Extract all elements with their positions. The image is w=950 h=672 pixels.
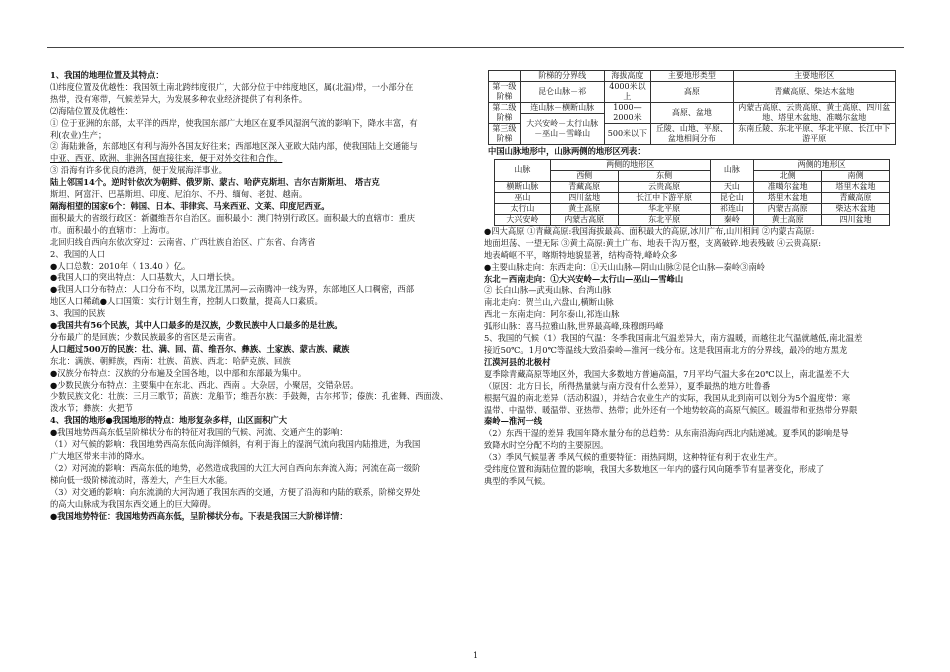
text-line: 典型的季风气候。 [484, 475, 551, 486]
text-line: 斯坦、阿富汗、巴基斯坦、印度、尼泊尔、不丹、缅甸、老挝、越南。 [50, 189, 308, 200]
page-number: 1 [473, 651, 479, 660]
table-header: 南侧 [822, 170, 890, 181]
text-line: 江漠河县的北极村 [484, 356, 551, 367]
text-line: 温带、中温带、暖温带、亚热带、热带；此外还有一个地势较高的高原气候区。暖温带和亚热带分界限 [484, 404, 858, 415]
table-header: 阶梯的分界线 [520, 71, 604, 82]
table-cell: 大兴安岭 [495, 214, 551, 225]
mountain-table-title: 中国山脉地形中，山脉两侧的地形区列表： [488, 146, 646, 156]
table-header: 山脉 [710, 159, 754, 181]
table-cell: 横断山脉 [495, 181, 551, 192]
heading-ethnic: 3、我国的民族 [50, 308, 106, 319]
table-header: 主要地形区 [733, 71, 895, 82]
text-line: 秦岭—淮河一线 [484, 416, 543, 427]
text-line: 南北走向：贺兰山,六盘山,横断山脉 [484, 297, 614, 308]
text-line: 地区人口稀疏●人口国策：实行计划生育，控制人口数量，提高人口素质。 [50, 296, 323, 307]
heading-population: 2、我国的人口 [50, 248, 106, 259]
table-cell: 天山 [710, 181, 754, 192]
table-cell: 大兴安岭－太行山脉－巫山－雪峰山 [520, 114, 604, 145]
table-cell: 巫山 [495, 192, 551, 203]
text-line: 利(农业)生产； [50, 129, 107, 140]
table-cell: 太行山 [495, 203, 551, 214]
text-line: ●我国地势特征：我国地势西高东低，呈阶梯状分布。下表是我国三大阶梯详情： [50, 510, 348, 521]
table-header-row [495, 159, 890, 170]
table-row [489, 103, 896, 114]
text-line: ⑴纬度位置及优越性：我国领土南北跨纬度很广，大部分位于中纬度地区，属(北温)带，一小部分在 [50, 81, 414, 92]
text-line: ●汉族分布特点：汉族的分布遍及全国各地，以中部和东部最为集中。 [50, 367, 307, 378]
table-cell: 青藏高原 [550, 181, 618, 192]
table-cell: 四川盆地 [550, 192, 618, 203]
table-cell: 内蒙古高原、云贵高原、黄土高原、四川盆地、塔里木盆地、准噶尔盆地 [733, 103, 895, 124]
table-cell: 东南丘陵、东北平原、华北平原、长江中下游平原 [733, 124, 895, 145]
table-header: 两侧的地形区 [550, 159, 710, 170]
table-header: 主要地形类型 [651, 71, 733, 82]
text-line: ●人口总数：2010年（ 13.40 ）亿。 [50, 260, 191, 271]
table-cell: 连山脉－横断山脉 [520, 103, 604, 114]
table-cell: 黄土高原 [550, 203, 618, 214]
table-cell: 东北平原 [618, 214, 710, 225]
text-line: 中亚、西亚、欧洲、非洲各国直接往来，便于对外交往和合作。 [50, 153, 283, 164]
text-line: （2）对河流的影响：西高东低的地势，必然造成我国的大江大河自西向东奔流入海；河流在高一级阶 [50, 462, 421, 473]
table-cell: 塔里木盆地 [822, 181, 890, 192]
table-cell: 高原 [651, 82, 733, 103]
table-header-row [489, 71, 896, 82]
table-cell: 黄土高原 [754, 214, 822, 225]
table-header: 山脉 [495, 159, 551, 181]
table-cell: 高原、盆地 [651, 103, 733, 124]
table-cell: 内蒙古高原 [550, 214, 618, 225]
text-line: ●我国人口分布特点：人口分布不均，以黑龙江黑河—云南腾冲一线为界，东部地区人口稠密，西部 [50, 284, 415, 295]
table-row [495, 181, 890, 192]
table-header: 海拔高度 [604, 71, 651, 82]
table-header: 东侧 [618, 170, 710, 181]
text-line: 分布最广的是回族；少数民族最多的省区是云南省。 [50, 331, 241, 342]
table-cell: 准噶尔盆地 [754, 181, 822, 192]
text-line: ② 海陆兼备，东部地区有利与海外各国友好往来；西部地区深入亚欧大陆内部，使我国陆上交通能与 [50, 141, 418, 152]
table-row [489, 82, 896, 103]
table-cell: 青藏高原 [822, 192, 890, 203]
table-header: 北侧 [754, 170, 822, 181]
text-line: 少数民族文化：壮族：三月三歌节；苗族：龙船节；维吾尔族：手鼓舞，古尔邦节；傣族：孔雀舞、西面泼、 [50, 391, 449, 402]
table-cell: 青藏高原、柴达木盆地 [733, 82, 895, 103]
text-line: 面积最大的省级行政区：新疆维吾尔自治区。面积最小：澳门特别行政区。面积最大的直辖市：重庆 [50, 212, 416, 223]
text-line: 北回归线自西向东依次穿过：云南省、广西壮族自治区、广东省、台湾省 [50, 236, 316, 247]
text-line: 隔海相望的国家6个：韩国、日本、菲律宾、马来西亚、文莱、印度尼西亚。 [50, 200, 330, 211]
text-line: ●我国共有56个民族，其中人口最多的是汉族，少数民族中人口最多的是壮族。 [50, 320, 343, 331]
terrain-steps-table [488, 70, 896, 145]
text-line: 陆上邻国14个。逆时针依次为朝鲜、俄罗斯、蒙古、哈萨克斯坦、吉尔吉斯斯坦、 塔吉克 [50, 177, 380, 188]
table-cell [489, 71, 521, 82]
table-cell: 昆仑山脉－祁 [520, 82, 604, 103]
text-line: （1）对气候的影响：我国地势西高东低向海洋倾斜，有利于海上的湿润气流向我国内陆推进，为我国 [50, 439, 421, 450]
text-line: 5、我国的气候（1）我国的气温：冬季我国南北气温差异大，南方温暖，而越往北气温就越低,南北温差 [484, 333, 863, 344]
text-line: 市。面积最小的直辖市：上海市。 [50, 224, 175, 235]
text-line: 人口超过500万的民族：壮、满、回、苗、维吾尔、彝族、土家族、蒙古族、藏族 [50, 343, 350, 354]
table-cell: 1000—2000米 [604, 103, 651, 124]
text-line: ●少数民族分布特点：主要集中在东北、西北、西南 。大杂居，小聚居，交错杂居。 [50, 379, 359, 390]
table-cell: 柴达木盆地 [822, 203, 890, 214]
text-line: 梯向低一级阶梯流动时，落差大，产生巨大水能。 [50, 474, 233, 485]
header-rule [47, 47, 904, 48]
text-line: 热带，没有寒带，气候差异大，为发展多种农业经济提供了有利条件。 [50, 93, 308, 104]
table-cell: 秦岭 [710, 214, 754, 225]
table-row [495, 192, 890, 203]
left-column [50, 70, 478, 522]
table-cell: 内蒙古高原 [754, 203, 822, 214]
text-line: 夏季除青藏高原等地区外，我国大多数地方普遍高温，7月平均气温大多在20℃以上，南北温差不大 [484, 368, 850, 379]
text-line: ② 长白山脉—武夷山脉、台湾山脉 [484, 285, 612, 296]
table-cell: 丘陵、山地、平原、盆地相间分布 [651, 124, 733, 145]
table-cell: 云贵高原 [618, 181, 710, 192]
text-line: 西北－东南走向：阿尔泰山,祁连山脉 [484, 309, 620, 320]
text-line: ●四大高原 ①青藏高原:我国海拔最高、面积最大的高原,冰川广布,山川相间 ②内蒙古高原: [484, 225, 815, 236]
table-header: 两侧的地形区 [754, 159, 890, 170]
text-line: 地面坦荡、一望无际 ③黄土高原:黄土广布、地表千沟万壑，支离破碎.地表残破 ④云贵高原: [484, 237, 822, 248]
text-line: ③ 沿海有许多优良的港湾，便于发展海洋事业。 [50, 165, 227, 176]
table-cell: 华北平原 [618, 203, 710, 214]
table-header: 西侧 [550, 170, 618, 181]
table-cell: 塔里木盆地 [754, 192, 822, 203]
text-line: 东北－西南走向：①大兴安岭—太行山—巫山—雪峰山 [484, 273, 684, 284]
text-line: （3）对交通的影响：向东流淌的大河沟通了我国东西的交通，方便了沿海和内陆的联系，阶梯交界处 [50, 486, 421, 497]
table-header-row [495, 170, 890, 181]
heading-terrain: 4、我国的地形●我国地形的特点：地形复杂多样，山区面积广大 [50, 415, 288, 426]
table-cell: 第一级阶梯 [489, 82, 521, 103]
table-cell: 祁连山 [710, 203, 754, 214]
text-line: ●我国地势西高东低呈阶梯状分布的特征对我国的气候、河流、交通产生的影响： [50, 427, 348, 438]
table-row [495, 203, 890, 214]
table-cell: 第三级阶梯 [489, 124, 521, 145]
text-line: 泼水节；彝族：火把节 [50, 403, 133, 414]
text-line: 致降水时空分配不均的主要原因。 [484, 440, 609, 451]
table-row [495, 214, 890, 225]
text-line: ●我国人口的突出特点：人口基数大，人口增长快。 [50, 272, 240, 283]
text-line: ⑵海陆位置及优越性： [50, 105, 133, 116]
text-line: 东北：满族、朝鲜族，西南：壮族、苗族、西北：哈萨克族、回族 [50, 355, 291, 366]
text-line: 弧形山脉：喜马拉雅山脉,世界最高峰,珠穆朗玛峰 [484, 321, 664, 332]
text-line: ●主要山脉走向：东西走向：①天山山脉—阴山山脉②昆仑山脉—秦岭③南岭 [484, 261, 766, 272]
table-cell: 昆仑山 [710, 192, 754, 203]
text-line: （原因：北方日长，所得热量就与南方没有什么差异），夏季最热的地方吐鲁番 [484, 380, 771, 391]
mountain-sides-table [494, 159, 890, 226]
text-line: 受纬度位置和海陆位置的影响，我国大多数地区一年内的盛行风向随季节有显著变化，形成了 [484, 464, 825, 475]
right-column [484, 70, 908, 488]
text-line: 的高大山脉成为我国东西交通上的巨大障碍。 [50, 498, 216, 509]
heading-location: 1、我国的地理位置及其特点： [50, 70, 164, 80]
text-line: （2）东西干湿的差异 我国年降水量分布的总趋势：从东南沿海向西北内陆递减。夏季风的影响是导 [484, 428, 849, 439]
text-line: 广大地区带来丰沛的降水。 [50, 451, 150, 461]
text-line: 根据气温的南北差异（活动积温），并结合农业生产的实际，我国从北到南可以划分为5个温度带：寒 [484, 392, 851, 403]
text-line: 接近50℃。1月0℃等温线大致沿秦岭—淮河一线分布。这是我国南北方的分界线，最冷的地方黑龙 [484, 344, 848, 355]
table-cell: 长江中下游平原 [618, 192, 710, 203]
table-cell: 四川盆地 [822, 214, 890, 225]
text-line: （3）季风气候显著 季风气候的重要特征：雨热同期，这种特征有利于农业生产。 [484, 452, 783, 463]
table-cell: 第二级阶梯 [489, 103, 521, 124]
table-cell: 4000米以上 [604, 82, 651, 103]
text-line: 地表崎岖不平，喀斯特地貌显著，结构奇特,峰岭众多 [484, 249, 678, 260]
table-cell: 500米以下 [604, 124, 651, 145]
text-line: ① 位于亚洲的东部，太平洋的西岸，使我国东部广大地区在夏季风湿润气流的影响下，降水丰富，有 [50, 117, 418, 128]
